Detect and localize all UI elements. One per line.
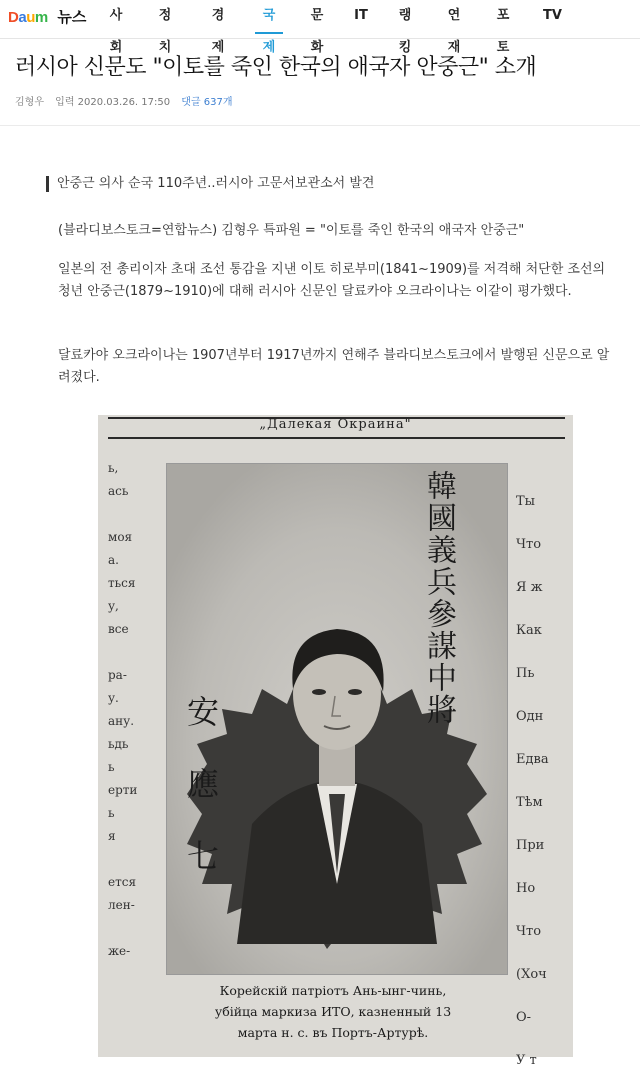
left-column-fragment: ась — [108, 484, 129, 498]
newspaper-masthead: „Далекая Окраина" — [259, 417, 412, 432]
left-column-fragment: а. — [108, 553, 119, 567]
menu-item-society[interactable]: 사회 — [109, 8, 123, 55]
left-column-fragment: ется — [108, 875, 137, 889]
left-column-fragment: ь, — [108, 461, 119, 475]
caption-line: марта н. с. въ Портъ-Артурѣ. — [237, 1025, 429, 1040]
left-column-fragment: же- — [108, 944, 131, 958]
menu-item-politics[interactable]: 정치 — [158, 8, 172, 55]
article-info — [15, 93, 241, 108]
publish-date: 입력 2020.03.26. 17:50 — [55, 97, 171, 108]
left-column-fragment: все — [108, 622, 129, 636]
daum-news-logo[interactable] — [8, 6, 86, 27]
right-column-fragment: Что — [516, 537, 542, 552]
menu-item-it[interactable]: IT — [354, 8, 368, 23]
menu-item-series[interactable]: 연재 — [447, 8, 461, 55]
right-column-fragment: Тѣм — [516, 795, 543, 810]
caption-line: Корейскій патріотъ Ань-ынг-чинь, — [219, 983, 447, 998]
left-column-fragment: я — [108, 829, 116, 843]
logo-letter-a: a — [18, 9, 27, 26]
left-column-fragment: лен- — [108, 898, 135, 912]
left-column-fragment — [108, 641, 156, 664]
left-column-fragment: моя — [108, 530, 133, 544]
left-column-fragment — [108, 503, 156, 526]
right-column-fragment: Как — [516, 623, 542, 638]
logo-letter-u: u — [26, 9, 35, 26]
newspaper-left-column — [108, 457, 156, 963]
left-column-fragment: у. — [108, 691, 119, 705]
left-column-fragment: ь — [108, 760, 115, 774]
service-name: 뉴스 — [57, 9, 87, 26]
right-column-fragment: О- — [516, 1010, 532, 1025]
top-navigation — [0, 0, 640, 55]
newspaper-rule — [108, 437, 565, 439]
article-paragraph: (블라디보스토크=연합뉴스) 김형우 특파원 = "이토를 죽인 한국의 애국자 안중근" — [58, 223, 525, 238]
right-column-fragment: Пь — [516, 666, 535, 681]
menu-item-ranking[interactable]: 랭킹 — [398, 8, 412, 55]
right-column-fragment: Одн — [516, 709, 544, 724]
right-column-fragment: Ты — [516, 494, 536, 509]
left-column-fragment: ерти — [108, 783, 138, 797]
logo-letter-d: D — [8, 9, 19, 26]
header-divider — [0, 125, 640, 126]
menu-item-culture[interactable]: 문화 — [310, 8, 324, 55]
left-column-fragment: ь — [108, 806, 115, 820]
hanja-vertical-inscription: 韓國義兵參謀中將 — [421, 470, 456, 726]
menu-item-international[interactable]: 국제 — [257, 0, 281, 38]
right-column-fragment: Я ж — [516, 580, 543, 595]
article-subtitle: 안중근 의사 순국 110주년..러시아 고문서보관소서 발견 — [46, 176, 374, 192]
photo-caption — [158, 980, 508, 1043]
right-column-fragment: Но — [516, 881, 536, 896]
right-column-fragment: У т — [516, 1053, 537, 1068]
newspaper-right-column — [516, 480, 576, 1082]
right-column-fragment: Едва — [516, 752, 549, 767]
left-column-fragment — [108, 917, 156, 940]
left-column-fragment: ться — [108, 576, 136, 590]
caption-line: убійца маркиза ИТО, казненный 13 — [214, 1004, 452, 1019]
article-title: 러시아 신문도 "이토를 죽인 한국의 애국자 안중근" 소개 — [15, 55, 537, 80]
menu-item-tv[interactable]: TV — [543, 8, 562, 23]
author-name[interactable]: 김형우 — [15, 97, 44, 108]
left-column-fragment: ану. — [108, 714, 135, 728]
right-column-fragment: Что — [516, 924, 542, 939]
category-menu — [104, 0, 562, 55]
comment-count-link[interactable]: 댓글 637개 — [181, 97, 233, 108]
left-column-fragment: ра- — [108, 668, 127, 682]
article-paragraph: 달료카야 오크라이나는 1907년부터 1917년까지 연해주 블라디보스토크에서 발행된 신문으로 알려졌다. — [58, 348, 610, 385]
left-column-fragment: ьдь — [108, 737, 129, 751]
article-photo[interactable] — [98, 415, 573, 1068]
menu-item-economy[interactable]: 경제 — [211, 8, 225, 55]
left-column-fragment — [108, 848, 156, 871]
left-column-fragment: у, — [108, 599, 119, 613]
hanja-signature: 安應七 — [182, 695, 220, 911]
menu-item-photo[interactable]: 포토 — [496, 8, 510, 55]
right-column-fragment: При — [516, 838, 545, 853]
right-column-fragment: (Хоч — [516, 967, 547, 982]
article-paragraph: 일본의 전 총리이자 초대 조선 통감을 지낸 이토 히로부미(1841~1909)를 저격해 처단한 조선의 청년 안중근(1879~1910)에 대해 러시아 신문인 달료카야 오크라이나는 이같이 평가했다. — [58, 262, 606, 299]
logo-letter-m: m — [34, 9, 48, 26]
